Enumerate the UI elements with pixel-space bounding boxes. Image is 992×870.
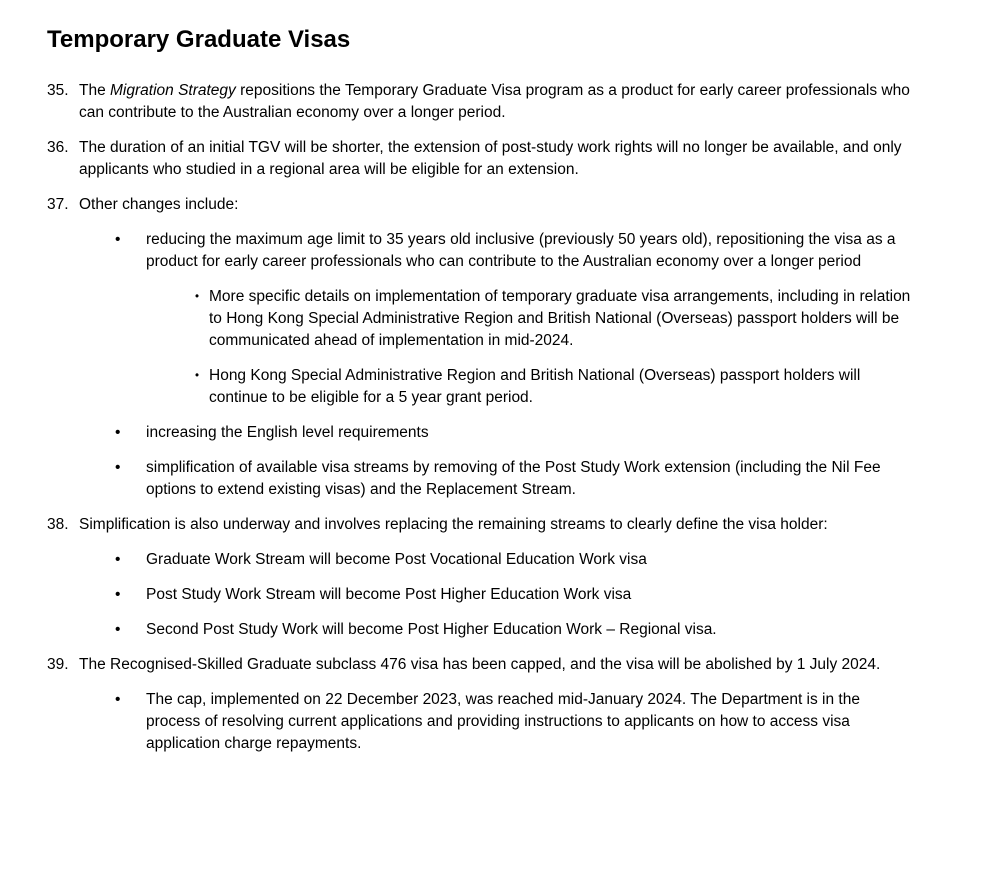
item-text bbox=[79, 80, 917, 124]
item-text: Simplification is also underway and involves replacing the remaining streams to clearly define the visa holder: bbox=[79, 516, 828, 533]
list-item-36 bbox=[47, 137, 917, 181]
item-text: Other changes include: bbox=[79, 196, 239, 213]
bullet-icon: • bbox=[115, 424, 121, 441]
item-number: 38. bbox=[47, 516, 69, 533]
list-item-38 bbox=[47, 514, 917, 536]
sub-bullet-text: Hong Kong Special Administrative Region and British National (Overseas) passport holders will continue to be eligible for a 5 year grant period. bbox=[209, 367, 861, 406]
item-number: 37. bbox=[47, 196, 69, 213]
item-text-segment: The bbox=[79, 82, 111, 99]
bullet-item bbox=[115, 549, 917, 571]
bullet-icon: • bbox=[115, 621, 121, 638]
item-text: The duration of an initial TGV will be shorter, the extension of post-study work rights will no longer be available, and only applicants who studied in a regional area will be eligible for an extension. bbox=[79, 139, 902, 178]
item-number: 35. bbox=[47, 82, 69, 99]
item-text: The Recognised-Skilled Graduate subclass 476 visa has been capped, and the visa will be abolished by 1 July 2024. bbox=[79, 656, 881, 673]
item-number: 39. bbox=[47, 656, 69, 673]
item-number: 36. bbox=[47, 139, 69, 156]
bullet-item bbox=[115, 229, 917, 273]
bullet-item bbox=[115, 584, 917, 606]
bullet-item bbox=[115, 689, 917, 755]
bullet-text: simplification of available visa streams by removing of the Post Study Work extension (including the Nil Fee options to extend existing visas) and the Replacement Stream. bbox=[146, 459, 881, 498]
bullet-icon: • bbox=[115, 551, 121, 568]
bullet-item bbox=[115, 457, 917, 501]
bullet-text: Second Post Study Work will become Post Higher Education Work – Regional visa. bbox=[146, 621, 717, 638]
item-text-segment: repositions the Temporary Graduate Visa program as a product for early career professionals who can contribute to the Australian economy over a longer period. bbox=[79, 82, 910, 121]
bullet-item bbox=[115, 422, 917, 444]
bullet-item bbox=[115, 619, 917, 641]
bullet-icon: • bbox=[115, 586, 121, 603]
sub-bullet-icon: • bbox=[195, 291, 200, 303]
bullet-text: increasing the English level requirements bbox=[146, 424, 429, 441]
list-item-39 bbox=[47, 654, 917, 676]
bullet-text: Post Study Work Stream will become Post Higher Education Work visa bbox=[146, 586, 632, 603]
list-item-37 bbox=[47, 194, 917, 216]
sub-bullet-item bbox=[195, 365, 917, 409]
page-title: Temporary Graduate Visas bbox=[47, 26, 351, 53]
bullet-icon: • bbox=[115, 231, 121, 248]
bullet-text: Graduate Work Stream will become Post Vocational Education Work visa bbox=[146, 551, 647, 568]
sub-bullet-icon: • bbox=[195, 370, 200, 382]
sub-bullet-text: More specific details on implementation of temporary graduate visa arrangements, including in relation to Hong Kong Special Administrative Region and British National (Overseas) passport holders will be communicated ahead of implementation in mid-2024. bbox=[209, 288, 911, 349]
sub-bullet-item bbox=[195, 286, 917, 352]
bullet-icon: • bbox=[115, 691, 121, 708]
list-item-35 bbox=[47, 80, 917, 124]
bullet-icon: • bbox=[115, 459, 121, 476]
bullet-text: The cap, implemented on 22 December 2023, was reached mid-January 2024. The Department is in the process of resolving current applications and providing instructions to applicants on how to access visa application charge repayments. bbox=[146, 691, 860, 752]
bullet-text: reducing the maximum age limit to 35 years old inclusive (previously 50 years old), repositioning the visa as a product for early career professionals who can contribute to the Australian economy over a longer period bbox=[146, 231, 896, 270]
item-text-emphasis: Migration Strategy bbox=[110, 82, 236, 99]
